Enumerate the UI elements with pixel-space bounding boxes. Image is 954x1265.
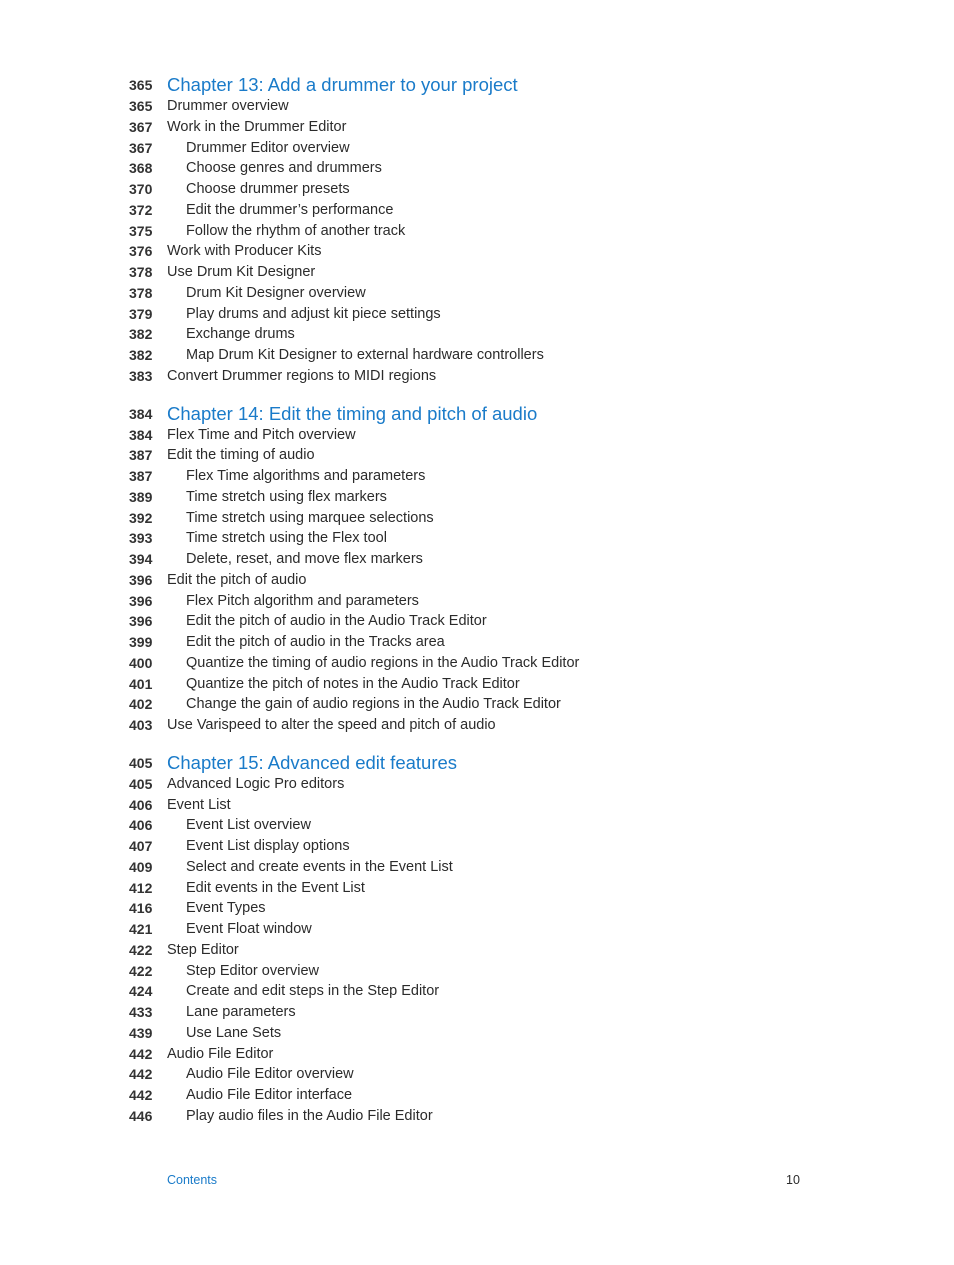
toc-entry-title[interactable]: Step Editor: [167, 941, 239, 958]
toc-page-number: 382: [129, 326, 153, 343]
toc-entry-title[interactable]: Event List: [167, 796, 231, 813]
toc-page-number: 421: [129, 921, 153, 937]
toc-entry-title[interactable]: Quantize the pitch of notes in the Audio Track Editor: [186, 675, 520, 692]
toc-entry[interactable]: [0, 715, 954, 736]
toc-subentry[interactable]: [0, 549, 954, 570]
toc-entry-title[interactable]: Drummer overview: [167, 98, 289, 114]
toc-subentry[interactable]: [0, 1106, 954, 1127]
toc-entry-title[interactable]: Edit the pitch of audio: [167, 571, 307, 588]
toc-subentry[interactable]: [0, 1064, 954, 1085]
toc-page-number: 422: [129, 962, 153, 979]
toc-page-number: 384: [129, 426, 153, 443]
toc-subentry[interactable]: [0, 138, 954, 159]
toc-subentry[interactable]: [0, 694, 954, 715]
toc-entry-title[interactable]: Event Types: [186, 900, 266, 917]
toc-entry-title[interactable]: Select and create events in the Event List: [186, 858, 453, 875]
chapter-page-number: 384: [129, 405, 153, 422]
toc-entry-title[interactable]: Edit the drummer’s performance: [186, 201, 394, 218]
toc-entry-title[interactable]: Choose genres and drummers: [186, 160, 382, 177]
chapter-block: [0, 401, 954, 736]
toc-page-number: 396: [129, 592, 153, 609]
toc-page-number: 389: [129, 488, 153, 505]
toc-entry-title[interactable]: Edit events in the Event List: [186, 879, 365, 896]
toc-entry-title[interactable]: Event Float window: [186, 921, 312, 937]
toc-page-number: 442: [129, 1087, 153, 1103]
toc-page-number: 439: [129, 1024, 153, 1041]
toc-subentry[interactable]: [0, 591, 954, 612]
toc-page-number: 365: [129, 98, 153, 114]
toc-subentry[interactable]: [0, 632, 954, 653]
toc-subentry[interactable]: [0, 674, 954, 695]
toc-entry-title[interactable]: Step Editor overview: [186, 962, 319, 979]
toc-subentry[interactable]: [0, 981, 954, 1002]
toc-subentry[interactable]: [0, 283, 954, 304]
chapter-block: [0, 750, 954, 1127]
toc-entry-title[interactable]: Audio File Editor overview: [186, 1066, 354, 1083]
toc-page-number: 375: [129, 222, 153, 239]
toc-entry-title[interactable]: Audio File Editor interface: [186, 1087, 353, 1103]
chapter-heading[interactable]: [0, 401, 954, 425]
table-of-contents: [0, 72, 954, 1141]
toc-page-number: 378: [129, 264, 153, 280]
toc-page-number: 409: [129, 858, 153, 875]
toc-page-number: 442: [129, 1045, 153, 1062]
toc-entry[interactable]: [0, 241, 954, 262]
toc-entry[interactable]: [0, 262, 954, 283]
toc-entry-title[interactable]: Flex Pitch algorithm and parameters: [186, 592, 419, 609]
toc-entry-title[interactable]: Convert Drummer regions to MIDI regions: [167, 367, 437, 384]
toc-page-number: 446: [129, 1107, 153, 1124]
toc-entry-title[interactable]: Flex Time algorithms and parameters: [186, 468, 426, 484]
toc-entry-title[interactable]: Map Drum Kit Designer to external hardware controllers: [186, 347, 544, 363]
toc-subentry[interactable]: [0, 836, 954, 857]
toc-page-number: 424: [129, 983, 153, 1000]
toc-entry-title[interactable]: Follow the rhythm of another track: [186, 222, 406, 239]
toc-entry-title[interactable]: Use Lane Sets: [186, 1024, 282, 1041]
toc-subentry[interactable]: [0, 898, 954, 919]
toc-subentry[interactable]: [0, 815, 954, 836]
toc-entry[interactable]: [0, 940, 954, 961]
toc-subentry[interactable]: [0, 179, 954, 200]
chapter-page-number: 365: [129, 77, 153, 93]
toc-entry[interactable]: [0, 1044, 954, 1065]
toc-page-number: 406: [129, 817, 153, 834]
toc-page-number: 368: [129, 160, 153, 177]
toc-subentry[interactable]: [0, 857, 954, 878]
toc-entry[interactable]: [0, 795, 954, 816]
toc-entry-title[interactable]: Audio File Editor: [167, 1045, 274, 1062]
toc-subentry[interactable]: [0, 345, 954, 366]
toc-page-number: 401: [129, 675, 153, 692]
toc-page-number: 406: [129, 796, 153, 813]
toc-entry-title[interactable]: Quantize the timing of audio regions in the Audio Track Editor: [186, 654, 580, 671]
toc-page-number: 433: [129, 1004, 153, 1020]
toc-entry-title[interactable]: Exchange drums: [186, 326, 295, 343]
toc-page-number: 405: [129, 775, 153, 792]
toc-page-number: 387: [129, 447, 153, 464]
toc-entry-title[interactable]: Use Drum Kit Designer: [167, 264, 316, 280]
toc-entry-title[interactable]: Event List overview: [186, 817, 311, 834]
toc-page-number: 412: [129, 879, 153, 896]
toc-page-number: 383: [129, 367, 153, 384]
toc-entry-title[interactable]: Edit the pitch of audio in the Tracks area: [186, 634, 445, 650]
toc-subentry[interactable]: [0, 221, 954, 242]
toc-entry-title[interactable]: Drum Kit Designer overview: [186, 284, 366, 301]
toc-subentry[interactable]: [0, 919, 954, 940]
toc-entry-title[interactable]: Choose drummer presets: [186, 181, 350, 197]
toc-page-number: 379: [129, 305, 153, 322]
toc-subentry[interactable]: [0, 200, 954, 221]
toc-page-number: 367: [129, 139, 153, 156]
toc-entry[interactable]: [0, 425, 954, 446]
toc-page-number: 393: [129, 530, 153, 547]
toc-subentry[interactable]: [0, 1085, 954, 1106]
toc-page-number: 396: [129, 613, 153, 630]
toc-page-number: 378: [129, 284, 153, 301]
toc-page-number: 387: [129, 468, 153, 484]
toc-entry-title[interactable]: Change the gain of audio regions in the Audio Track Editor: [186, 696, 561, 713]
toc-entry-title[interactable]: Delete, reset, and move flex markers: [186, 551, 423, 567]
toc-subentry[interactable]: [0, 528, 954, 549]
toc-page-number: 372: [129, 201, 153, 218]
toc-subentry[interactable]: [0, 487, 954, 508]
toc-entry-title[interactable]: Event List display options: [186, 838, 350, 854]
footer-page-number: 10: [786, 1173, 800, 1187]
toc-entry[interactable]: [0, 96, 954, 117]
toc-entry[interactable]: [0, 570, 954, 591]
toc-entry-title[interactable]: Drummer Editor overview: [186, 139, 350, 156]
toc-page-number: 403: [129, 717, 153, 733]
toc-entry-title[interactable]: Work with Producer Kits: [167, 243, 322, 260]
chapter-title[interactable]: Chapter 15: Advanced edit features: [167, 751, 458, 773]
toc-subentry[interactable]: [0, 508, 954, 529]
toc-entry-title[interactable]: Time stretch using flex markers: [186, 488, 387, 505]
toc-page-number: 394: [129, 551, 153, 567]
toc-entry-title[interactable]: Work in the Drummer Editor: [167, 118, 347, 135]
chapter-block: [0, 72, 954, 387]
toc-entry-title[interactable]: Edit the pitch of audio in the Audio Track Editor: [186, 613, 487, 630]
toc-subentry[interactable]: [0, 304, 954, 325]
toc-page-number: 392: [129, 509, 153, 526]
toc-subentry[interactable]: [0, 1002, 954, 1023]
toc-entry[interactable]: [0, 445, 954, 466]
toc-page-number: 399: [129, 634, 153, 650]
toc-entry[interactable]: [0, 774, 954, 795]
toc-entry-title[interactable]: Use Varispeed to alter the speed and pitch of audio: [167, 717, 496, 733]
toc-subentry[interactable]: [0, 324, 954, 345]
toc-page-number: 402: [129, 696, 153, 713]
footer-section-link[interactable]: Contents: [167, 1173, 218, 1187]
toc-page-number: 370: [129, 181, 153, 197]
toc-entry-title[interactable]: Time stretch using marquee selections: [186, 509, 434, 526]
toc-page-number: 400: [129, 654, 153, 671]
toc-entry[interactable]: [0, 366, 954, 387]
toc-page-number: 367: [129, 118, 153, 135]
toc-entry-title[interactable]: Play drums and adjust kit piece settings: [186, 305, 441, 322]
toc-page-number: 442: [129, 1066, 153, 1083]
toc-subentry[interactable]: [0, 878, 954, 899]
toc-entry-title[interactable]: Flex Time and Pitch overview: [167, 426, 356, 443]
toc-entry-title[interactable]: Advanced Logic Pro editors: [167, 775, 345, 792]
toc-subentry[interactable]: [0, 158, 954, 179]
toc-entry-title[interactable]: Edit the timing of audio: [167, 447, 315, 464]
toc-subentry[interactable]: [0, 653, 954, 674]
toc-subentry[interactable]: [0, 961, 954, 982]
toc-subentry[interactable]: [0, 611, 954, 632]
chapter-heading[interactable]: [0, 72, 954, 96]
toc-entry-title[interactable]: Create and edit steps in the Step Editor: [186, 983, 440, 1000]
toc-page-number: 376: [129, 243, 153, 260]
toc-page-number: 422: [129, 941, 153, 958]
toc-page-number: 416: [129, 900, 153, 917]
toc-page-number: 396: [129, 571, 153, 588]
toc-subentry[interactable]: [0, 1023, 954, 1044]
toc-entry[interactable]: [0, 117, 954, 138]
chapter-page-number: 405: [129, 754, 153, 771]
toc-page-number: 407: [129, 838, 153, 854]
chapter-heading[interactable]: [0, 750, 954, 774]
toc-entry-title[interactable]: Time stretch using the Flex tool: [186, 530, 387, 547]
chapter-title[interactable]: Chapter 14: Edit the timing and pitch of audio: [167, 402, 538, 424]
toc-subentry[interactable]: [0, 466, 954, 487]
toc-entry-title[interactable]: Play audio files in the Audio File Editor: [186, 1107, 433, 1124]
chapter-title[interactable]: Chapter 13: Add a drummer to your project: [167, 74, 518, 95]
toc-entry-title[interactable]: Lane parameters: [186, 1004, 296, 1020]
toc-page-number: 382: [129, 347, 153, 363]
